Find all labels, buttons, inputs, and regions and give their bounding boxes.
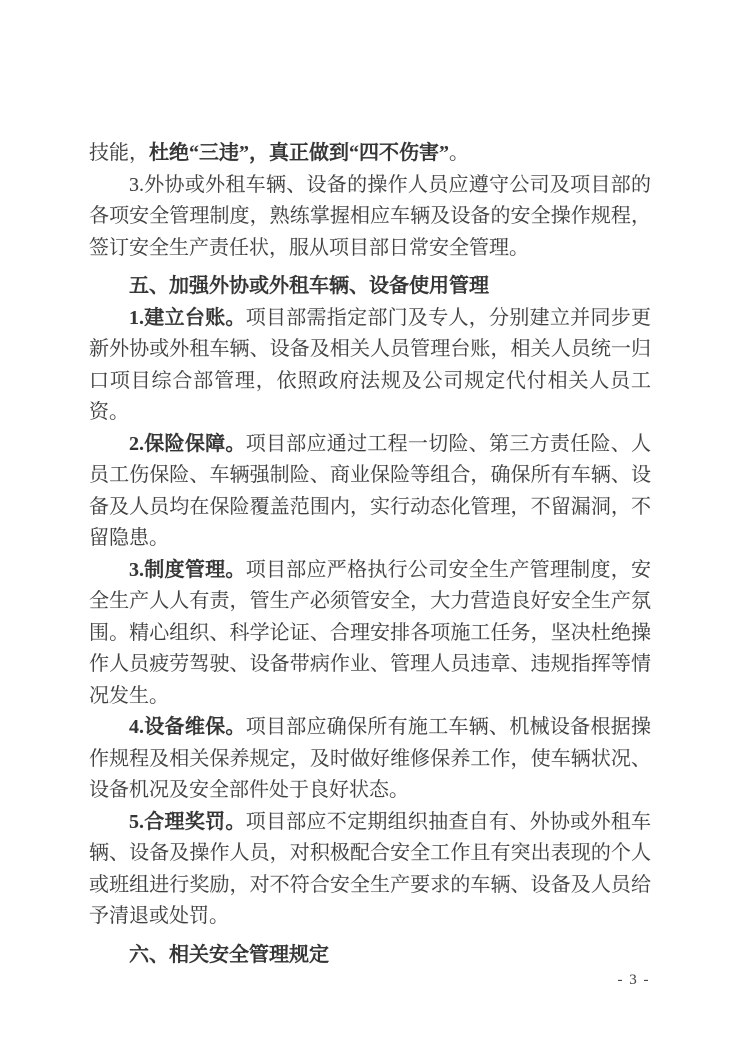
emphasis-text: 杜绝“三违”，真正做到“四不伤害” [149, 142, 449, 164]
continuation-period: 。 [449, 142, 469, 164]
item-3-lead: 3.制度管理。 [129, 558, 246, 581]
paragraph-item-3 [89, 555, 651, 713]
item-5-body: 项目部应不定期组织抽查自有、外协或外租车辆、设备及操作人员，对积极配合安全工作且有突出表现的个人或班组进行奖励，对不符合安全生产要求的车辆、设备及人员给予清退或处罚。 [89, 810, 652, 927]
paragraph-rule-3: 3.外协或外租车辆、设备的操作人员应遵守公司及项目部的各项安全管理制度，熟练掌握相应车辆及设备的安全操作规程，签订安全生产责任状，服从项目部日常安全管理。 [89, 173, 651, 259]
section-heading-6: 六、相关安全管理规定 [129, 943, 329, 966]
item-1-lead: 1.建立台账。 [129, 306, 246, 329]
item-5-lead: 5.合理奖罚。 [129, 810, 246, 833]
item-3-body: 项目部应严格执行公司安全生产管理制度，安全生产人人有责，管生产必须管安全，大力营造良好安全生产氛围。精心组织、科学论证、合理安排各项施工任务，坚决杜绝操作人员疲劳驾驶、设备带病作业、管理人员违章、违规指挥等情况发生。 [89, 558, 652, 707]
item-2-body: 项目部应通过工程一切险、第三方责任险、人员工伤保险、车辆强制险、商业保险等组合，确保所有车辆、设备及人员均在保险覆盖范围内，实行动态化管理，不留漏洞，不留隐患。 [89, 432, 652, 549]
document-body [89, 138, 651, 971]
paragraph-item-5 [89, 807, 651, 933]
continuation-text: 技能， [89, 142, 149, 164]
item-2-lead: 2.保险保障。 [129, 432, 246, 455]
paragraph-continuation [89, 138, 651, 170]
paragraph-item-4 [89, 712, 651, 807]
paragraph-item-1 [89, 303, 651, 429]
item-1-body: 项目部需指定部门及专人，分别建立并同步更新外协或外租车辆、设备及相关人员管理台账，相关人员统一归口项目综合部管理，依照政府法规及公司规定代付相关人员工资。 [89, 306, 652, 423]
page-number: - 3 - [617, 972, 650, 988]
section-heading-5: 五、加强外协或外租车辆、设备使用管理 [129, 275, 489, 297]
item-4-body: 项目部应确保所有施工车辆、机械设备根据操作规程及相关保养规定，及时做好维修保养工作，使车辆状况、设备机况及安全部件处于良好状态。 [89, 716, 652, 801]
paragraph-item-2 [89, 429, 651, 555]
item-4-lead: 4.设备维保。 [129, 716, 246, 738]
